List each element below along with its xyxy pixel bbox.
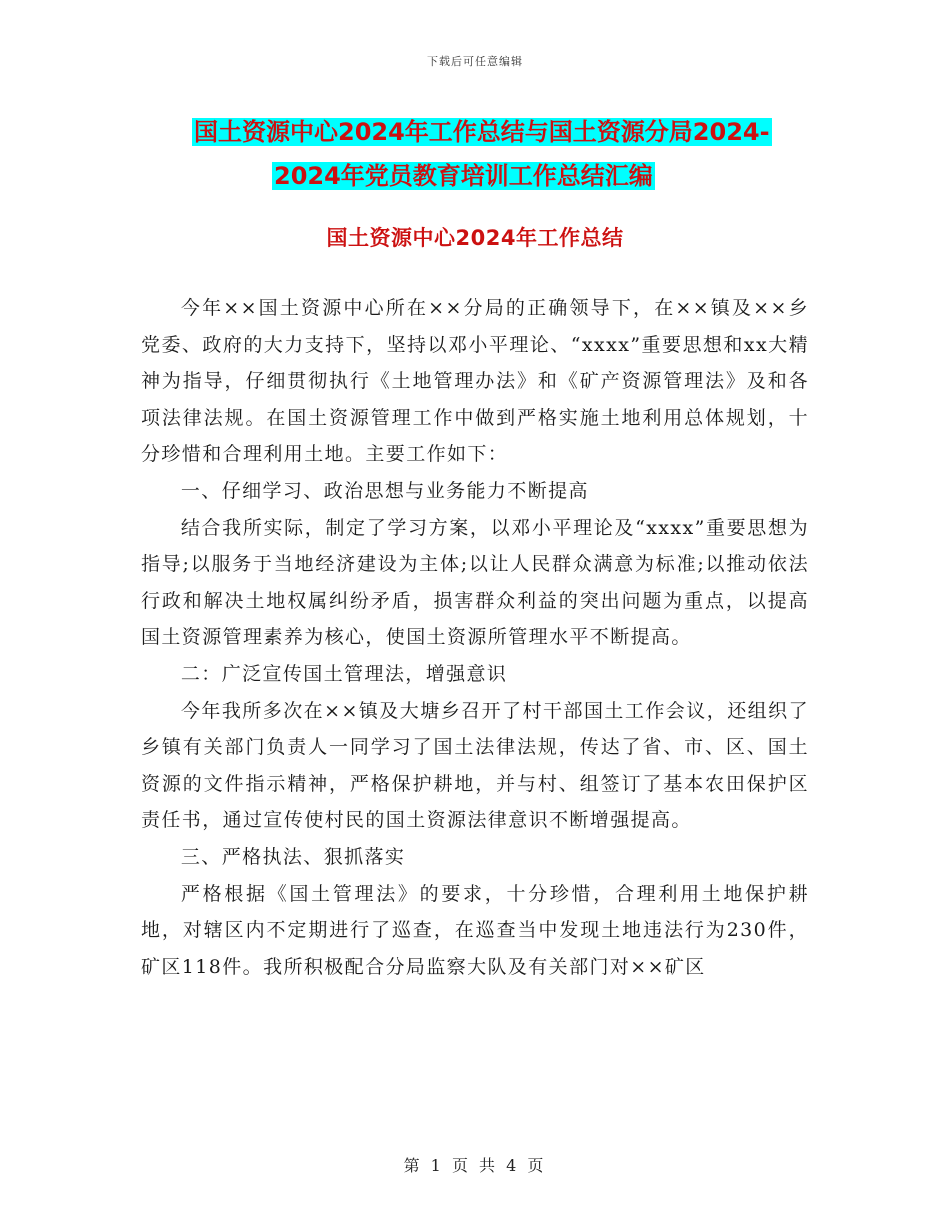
page-footer: 第 1 页 共 4 页 xyxy=(403,1156,547,1175)
header-note: 下载后可任意编辑 xyxy=(427,55,523,68)
title-line-2: 2024年党员教育培训工作总结汇编 xyxy=(274,162,653,190)
heading-two: 二：广泛宣传国土管理法，增强意识 xyxy=(180,662,508,685)
paragraph-study: 结合我所实际，制定了学习方案，以邓小平理论及“xxxx”重要思想为指导;以服务于当地经济建设为主体;以让人民群众满意为标准;以推动依法行政和解决土地权属纠纷矛盾，损害群众利益的突出问题为重点，以提高国土资源管理素养为核心，使国土资源所管理水平不断提高。 xyxy=(141,516,809,649)
paragraph-intro: 今年××国土资源中心所在××分局的正确领导下，在××镇及××乡党委、政府的大力支持下，坚持以邓小平理论、“xxxx”重要思想和xx大精神为指导，仔细贯彻执行《土地管理办法》和《矿产资源管理法》及和各项法律法规。在国土资源管理工作中做到严格实施土地利用总体规划，十分珍惜和合理利用土地。主要工作如下： xyxy=(141,297,809,466)
heading-three: 三、严格执法、狠抓落实 xyxy=(180,845,406,868)
paragraph-enforcement: 严格根据《国土管理法》的要求，十分珍惜，合理利用土地保护耕地，对辖区内不定期进行了巡查，在巡查当中发现土地违法行为230件，矿区118件。我所积极配合分局监察大队及有关部门对××矿区 xyxy=(141,882,809,978)
paragraph-publicity: 今年我所多次在××镇及大塘乡召开了村干部国土工作会议，还组织了乡镇有关部门负责人一同学习了国土法律法规，传达了省、市、区、国土资源的文件指示精神，严格保护耕地，并与村、组签订了基本农田保护区责任书，通过宣传使村民的国土资源法律意识不断增强提高。 xyxy=(141,699,809,832)
title-line-1: 国土资源中心2024年工作总结与国土资源分局2024- xyxy=(194,118,770,146)
heading-one: 一、仔细学习、政治思想与业务能力不断提高 xyxy=(180,479,589,502)
document-title xyxy=(140,110,820,198)
section-title: 国土资源中心2024年工作总结 xyxy=(326,226,624,250)
document-body xyxy=(141,290,809,985)
